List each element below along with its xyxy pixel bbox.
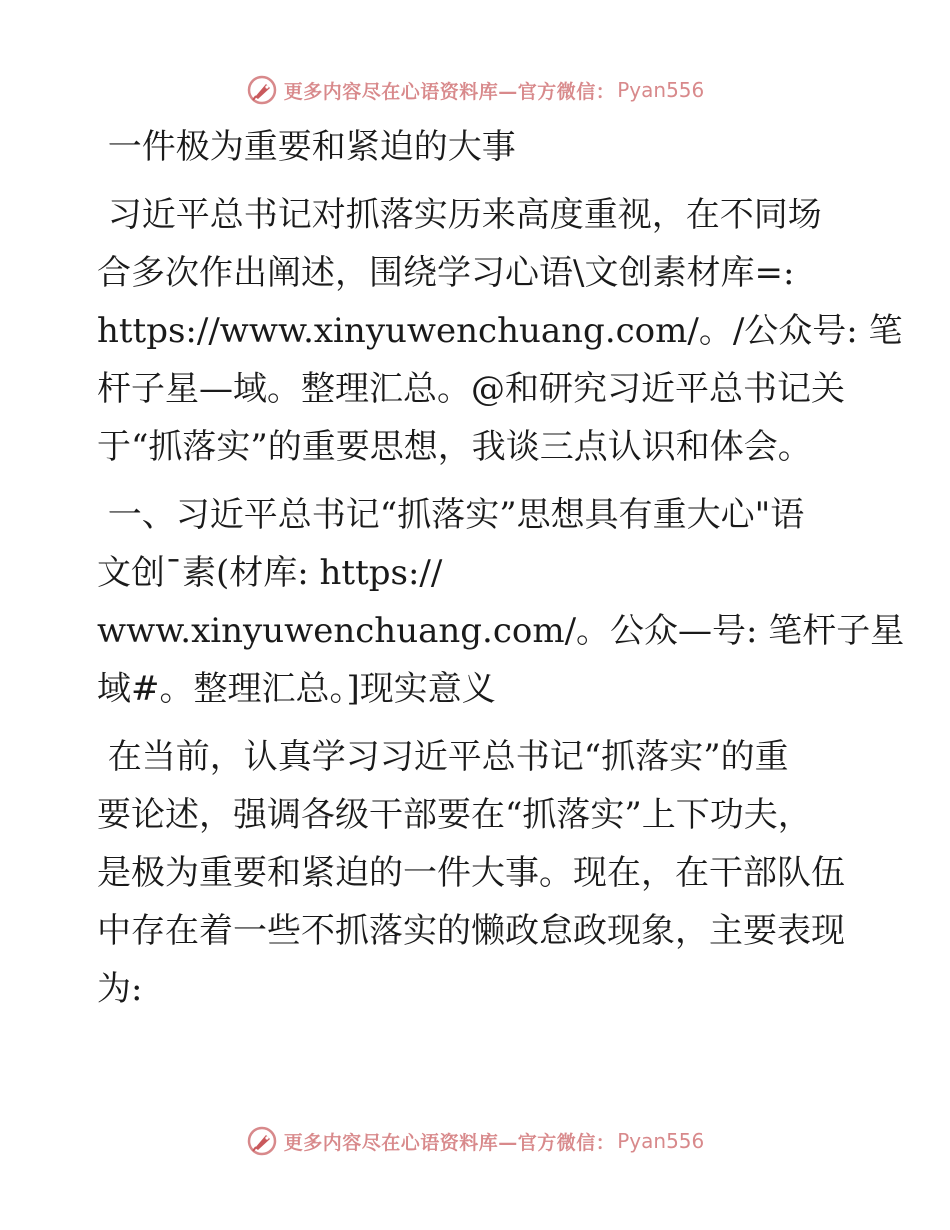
paragraph-intro	[97, 186, 903, 476]
text-line: www.xinyuwenchuang.com/。公众—号: 笔杆子星	[97, 611, 905, 651]
text-line: https://www.xinyuwenchuang.com/。/公众号: 笔	[97, 311, 903, 351]
watermark-wechat-id: Pyan556	[617, 78, 705, 102]
text-line: 习近平总书记对抓落实历来高度重视，在不同场	[97, 195, 822, 235]
text-line: 一件极为重要和紧迫的大事	[97, 127, 516, 167]
text-line: 为:	[97, 969, 143, 1009]
text-line: 中存在着一些不抓落实的懒政怠政现象，主要表现	[97, 911, 845, 951]
paragraph-title	[97, 118, 857, 176]
text-line: 域#。整理汇总。]现实意义	[97, 669, 496, 709]
text-line: 杆子星—域。整理汇总。@和研究习近平总书记关	[97, 369, 845, 409]
watermark-text: 更多内容尽在心语资料库—官方微信：	[283, 1131, 616, 1154]
text-line: 要论述，强调各级干部要在“抓落实”上下功夫，	[97, 795, 812, 835]
watermark-wechat-id: Pyan556	[617, 1129, 705, 1153]
text-line: 一、习近平总书记“抓落实”思想具有重大心"语	[97, 495, 805, 535]
document-body	[97, 118, 905, 1018]
text-line: 是极为重要和紧迫的一件大事。现在，在干部队伍	[97, 853, 845, 893]
watermark-text: 更多内容尽在心语资料库—官方微信：	[283, 80, 616, 103]
header-watermark	[0, 70, 950, 110]
text-line: 文创¯素(材库: https://	[97, 553, 443, 593]
footer-watermark	[0, 1121, 950, 1161]
text-line: 于“抓落实”的重要思想，我谈三点认识和体会。	[97, 427, 812, 467]
pen-nib-logo-icon	[246, 1125, 278, 1157]
text-line: 在当前，认真学习习近平总书记“抓落实”的重	[97, 737, 789, 777]
paragraph-section-heading	[97, 486, 905, 718]
pen-nib-logo-icon	[246, 74, 278, 106]
paragraph-body	[97, 728, 857, 1018]
text-line: 合多次作出阐述，围绕学习心语\文创素材库=:	[97, 253, 795, 293]
